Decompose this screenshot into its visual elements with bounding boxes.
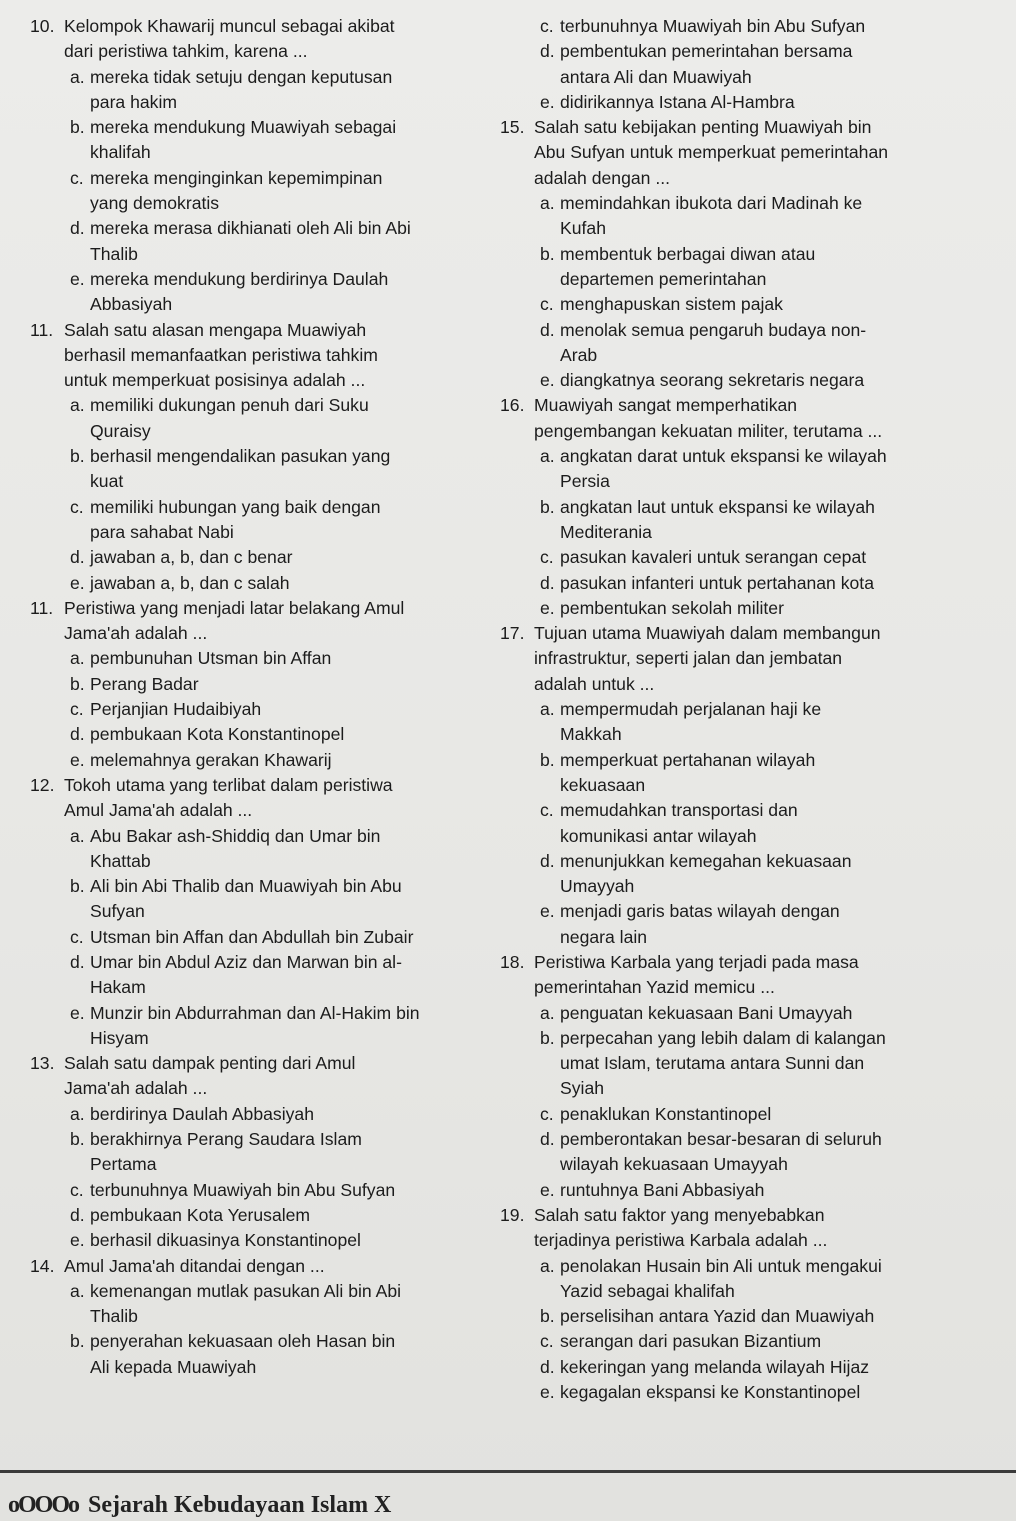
option-text-line: Mediterania (560, 521, 652, 542)
question-stem (500, 621, 970, 697)
footer-ornament: oOOOo (8, 1492, 79, 1518)
option-letter: b. (70, 446, 85, 467)
option-text-line: pembukaan Kota Yerusalem (90, 1204, 311, 1225)
answer-option (70, 697, 500, 722)
option-text-line: penguatan kekuasaan Bani Umayyah (560, 1002, 853, 1023)
answer-option (540, 748, 970, 799)
answer-options (500, 1254, 970, 1406)
question-number: 10. (30, 16, 55, 36)
option-letter: e. (70, 268, 85, 289)
option-text-line: berhasil dikuasinya Konstantinopel (90, 1230, 361, 1251)
answer-option (540, 1329, 970, 1354)
option-text-line: runtuhnya Bani Abbasiyah (560, 1179, 765, 1200)
option-text-line: terbunuhnya Muawiyah bin Abu Sufyan (90, 1179, 396, 1200)
question-number: 18. (500, 951, 525, 972)
option-text-line: Perang Badar (90, 673, 199, 694)
option-letter: d. (540, 1129, 555, 1150)
option-letter: e. (540, 370, 555, 391)
answer-option (70, 1228, 500, 1253)
answer-option (70, 571, 500, 596)
answer-option (540, 292, 970, 317)
option-letter: a. (70, 648, 85, 669)
option-text-line: Hakam (90, 977, 146, 998)
option-letter: b. (540, 243, 555, 264)
question-item (500, 14, 970, 115)
option-text-line: pemberontakan besar-besaran di seluruh (560, 1129, 882, 1150)
option-letter: e. (540, 1179, 555, 1200)
option-text-line: melemahnya gerakan Khawarij (90, 749, 332, 770)
answer-option (540, 697, 970, 748)
option-text-line: pembunuhan Utsman bin Affan (90, 648, 332, 669)
option-letter: c. (70, 926, 84, 947)
answer-option (540, 1355, 970, 1380)
option-letter: c. (540, 800, 554, 821)
option-text-line: Kufah (560, 218, 606, 239)
option-letter: b. (70, 117, 85, 138)
answer-option (70, 748, 500, 773)
answer-option (70, 672, 500, 697)
question-stem-line: pemerintahan Yazid memicu ... (534, 977, 775, 998)
option-letter: d. (70, 951, 85, 972)
option-text-line: mereka mendukung Muawiyah sebagai (90, 117, 397, 138)
option-letter: a. (70, 395, 85, 416)
answer-options (500, 697, 970, 950)
answer-option (70, 267, 500, 318)
option-text-line: diangkatnya seorang sekretaris negara (560, 370, 865, 391)
option-letter: a. (540, 1255, 555, 1276)
option-text-line: kuat (90, 471, 124, 492)
option-text-line: mereka tidak setuju dengan keputusan (90, 66, 393, 87)
option-text-line: pasukan infanteri untuk pertahanan kota (560, 572, 874, 593)
answer-option (70, 950, 500, 1001)
question-item (30, 596, 500, 773)
answer-option (540, 571, 970, 596)
answer-options (500, 444, 970, 621)
option-text-line: umat Islam, terutama antara Sunni dan (560, 1053, 865, 1074)
question-stem-line: terjadinya peristiwa Karbala adalah ... (534, 1230, 828, 1251)
option-letter: e. (540, 597, 555, 618)
answer-option (70, 824, 500, 875)
option-letter: a. (70, 1280, 85, 1301)
option-text-line: berdirinya Daulah Abbasiyah (90, 1103, 314, 1124)
question-stem-line: berhasil memanfaatkan peristiwa tahkim (64, 344, 378, 365)
option-text-line: Hisyam (90, 1027, 149, 1048)
option-text-line: pembukaan Kota Konstantinopel (90, 724, 345, 745)
option-letter: c. (540, 1103, 554, 1124)
answer-options (30, 824, 500, 1052)
option-letter: b. (540, 1027, 555, 1048)
option-text-line: Yazid sebagai khalifah (560, 1280, 735, 1301)
option-text-line: Munzir bin Abdurrahman dan Al-Hakim bin (90, 1002, 420, 1023)
answer-option (70, 545, 500, 570)
answer-option (540, 318, 970, 369)
option-text-line: kegagalan ekspansi ke Konstantinopel (560, 1382, 861, 1403)
option-letter: c. (540, 294, 554, 315)
option-letter: a. (540, 193, 555, 214)
answer-option (540, 798, 970, 849)
question-stem-line: Salah satu alasan mengapa Muawiyah (64, 319, 367, 340)
option-letter: d. (540, 319, 555, 340)
answer-option (540, 1304, 970, 1329)
option-text-line: didirikannya Istana Al-Hambra (560, 91, 795, 112)
answer-option (540, 1127, 970, 1178)
option-letter: a. (70, 66, 85, 87)
option-letter: e. (70, 1002, 85, 1023)
question-stem (30, 1254, 500, 1279)
option-letter: c. (70, 496, 84, 517)
option-letter: a. (540, 1002, 555, 1023)
option-letter: e. (70, 1230, 85, 1251)
option-letter: c. (70, 699, 84, 720)
option-letter: e. (70, 749, 85, 770)
option-text-line: pembentukan sekolah militer (560, 597, 784, 618)
footer-title: Sejarah Kebudayaan Islam X (88, 1492, 392, 1518)
option-text-line: memperkuat pertahanan wilayah (560, 749, 816, 770)
question-stem (500, 950, 970, 1001)
answer-option (540, 1001, 970, 1026)
question-stem-line: infrastruktur, seperti jalan dan jembatan (534, 648, 843, 669)
left-column (30, 14, 500, 1380)
option-text-line: departemen pemerintahan (560, 268, 767, 289)
question-stem (30, 14, 500, 65)
answer-option (540, 1380, 970, 1405)
question-stem-line: Tujuan utama Muawiyah dalam membangun (534, 623, 881, 644)
option-letter: b. (70, 1129, 85, 1150)
option-text-line: menolak semua pengaruh budaya non- (560, 319, 867, 340)
answer-option (540, 849, 970, 900)
question-stem-line: Salah satu faktor yang menyebabkan (534, 1204, 825, 1225)
question-number: 11. (30, 597, 54, 618)
answer-option (540, 14, 970, 39)
question-stem (500, 1203, 970, 1254)
option-text-line: angkatan laut untuk ekspansi ke wilayah (560, 496, 875, 517)
answer-option (70, 1329, 500, 1380)
answer-option (70, 1279, 500, 1330)
option-letter: a. (540, 699, 555, 720)
option-text-line: Sufyan (90, 901, 145, 922)
answer-option (70, 874, 500, 925)
answer-options (30, 65, 500, 318)
question-stem-line: dari peristiwa tahkim, karena ... (64, 41, 308, 62)
answer-option (70, 1178, 500, 1203)
option-letter: d. (540, 41, 555, 62)
option-letter: d. (540, 850, 555, 871)
answer-option (70, 115, 500, 166)
option-text-line: memudahkan transportasi dan (560, 800, 798, 821)
option-text-line: mempermudah perjalanan haji ke (560, 699, 822, 720)
question-stem (30, 1051, 500, 1102)
answer-option (540, 368, 970, 393)
option-text-line: wilayah kekuasaan Umayyah (560, 1154, 788, 1175)
option-text-line: Arab (560, 344, 598, 365)
answer-options (500, 191, 970, 393)
page-footer (8, 1492, 1008, 1519)
option-text-line: Umayyah (560, 876, 635, 897)
option-text-line: Syiah (560, 1078, 605, 1099)
question-item (500, 115, 970, 393)
answer-option (70, 646, 500, 671)
option-text-line: jawaban a, b, dan c benar (90, 547, 293, 568)
question-number: 12. (30, 774, 55, 795)
option-letter: b. (540, 749, 555, 770)
answer-option (540, 899, 970, 950)
question-stem (500, 393, 970, 444)
option-text-line: menunjukkan kemegahan kekuasaan (560, 850, 852, 871)
option-letter: d. (70, 724, 85, 745)
question-stem (30, 318, 500, 394)
option-letter: d. (540, 1356, 555, 1377)
option-text-line: berhasil mengendalikan pasukan yang (90, 446, 391, 467)
question-item (30, 1051, 500, 1253)
option-text-line: penyerahan kekuasaan oleh Hasan bin (90, 1331, 396, 1352)
option-text-line: menghapuskan sistem pajak (560, 294, 783, 315)
option-letter: b. (70, 1331, 85, 1352)
question-stem-line: adalah dengan ... (534, 167, 670, 188)
question-stem-line: Peristiwa Karbala yang terjadi pada masa (534, 951, 859, 972)
option-letter: a. (70, 825, 85, 846)
option-text-line: Makkah (560, 724, 622, 745)
option-letter: b. (70, 673, 85, 694)
answer-options (30, 1102, 500, 1254)
option-text-line: kekuasaan (560, 774, 646, 795)
question-stem-line: Amul Jama'ah adalah ... (64, 800, 253, 821)
option-text-line: yang demokratis (90, 193, 220, 214)
question-number: 17. (500, 623, 525, 644)
option-text-line: angkatan darat untuk ekspansi ke wilayah (560, 446, 887, 467)
question-stem-line: untuk memperkuat posisinya adalah ... (64, 370, 366, 391)
option-text-line: Quraisy (90, 420, 151, 441)
answer-option (70, 1001, 500, 1052)
option-text-line: memiliki hubungan yang baik dengan (90, 496, 381, 517)
option-text-line: pasukan kavaleri untuk serangan cepat (560, 547, 867, 568)
option-text-line: Ali bin Abi Thalib dan Muawiyah bin Abu (90, 876, 402, 897)
option-text-line: menjadi garis batas wilayah dengan (560, 901, 840, 922)
answer-option (540, 191, 970, 242)
option-letter: d. (70, 218, 85, 239)
question-stem-line: pengembangan kekuatan militer, terutama ... (534, 420, 883, 441)
question-stem-line: Abu Sufyan untuk memperkuat pemerintahan (534, 142, 889, 163)
option-text-line: memindahkan ibukota dari Madinah ke (560, 193, 863, 214)
question-item (500, 393, 970, 621)
option-text-line: komunikasi antar wilayah (560, 825, 757, 846)
option-text-line: para sahabat Nabi (90, 521, 234, 542)
option-text-line: mereka mendukung berdirinya Daulah (90, 268, 389, 289)
answer-option (70, 495, 500, 546)
answer-option (540, 242, 970, 293)
option-letter: b. (70, 876, 85, 897)
question-number: 15. (500, 117, 525, 138)
option-text-line: perpecahan yang lebih dalam di kalangan (560, 1027, 886, 1048)
answer-option (540, 444, 970, 495)
option-letter: d. (540, 572, 555, 593)
question-stem (30, 596, 500, 647)
option-text-line: Ali kepada Muawiyah (90, 1356, 257, 1377)
question-stem-line: Salah satu kebijakan penting Muawiyah bin (534, 117, 872, 138)
answer-option (70, 1102, 500, 1127)
option-text-line: negara lain (560, 926, 648, 947)
answer-option (70, 1127, 500, 1178)
option-text-line: para hakim (90, 91, 178, 112)
answer-option (70, 166, 500, 217)
question-stem (500, 115, 970, 191)
option-text-line: Utsman bin Affan dan Abdullah bin Zubair (90, 926, 414, 947)
question-stem-line: Jama'ah adalah ... (64, 623, 208, 644)
answer-option (540, 495, 970, 546)
answer-option (540, 1026, 970, 1102)
option-text-line: Khattab (90, 850, 151, 871)
question-stem-line: Amul Jama'ah ditandai dengan ... (64, 1255, 325, 1276)
question-stem-line: Jama'ah adalah ... (64, 1078, 208, 1099)
answer-option (540, 596, 970, 621)
option-text-line: mereka merasa dikhianati oleh Ali bin Abi (90, 218, 411, 239)
option-text-line: Perjanjian Hudaibiyah (90, 699, 262, 720)
option-text-line: penaklukan Konstantinopel (560, 1103, 772, 1124)
option-text-line: Pertama (90, 1154, 157, 1175)
question-number: 11. (30, 319, 54, 340)
option-letter: d. (70, 547, 85, 568)
option-letter: c. (70, 1179, 84, 1200)
option-letter: e. (540, 1382, 555, 1403)
question-item (500, 621, 970, 950)
option-letter: e. (540, 91, 555, 112)
question-item (30, 773, 500, 1051)
option-letter: d. (70, 1204, 85, 1225)
footer-divider (0, 1470, 1016, 1473)
option-text-line: Thalib (90, 243, 138, 264)
right-column (500, 14, 970, 1405)
option-text-line: kemenangan mutlak pasukan Ali bin Abi (90, 1280, 402, 1301)
question-item (500, 1203, 970, 1405)
question-stem-line: Tokoh utama yang terlibat dalam peristiwa (64, 774, 393, 795)
option-letter: b. (540, 496, 555, 517)
option-letter: c. (540, 1331, 554, 1352)
option-text-line: memiliki dukungan penuh dari Suku (90, 395, 369, 416)
option-text-line: khalifah (90, 142, 151, 163)
option-text-line: terbunuhnya Muawiyah bin Abu Sufyan (560, 16, 866, 36)
answer-options (30, 1279, 500, 1380)
option-letter: e. (70, 572, 85, 593)
option-letter: c. (70, 167, 84, 188)
question-number: 14. (30, 1255, 55, 1276)
option-letter: b. (540, 1306, 555, 1327)
question-number: 13. (30, 1053, 55, 1074)
answer-option (70, 925, 500, 950)
question-stem (30, 773, 500, 824)
answer-options (500, 1001, 970, 1203)
answer-options (30, 646, 500, 772)
answer-option (70, 1203, 500, 1228)
option-text-line: antara Ali dan Muawiyah (560, 66, 752, 87)
option-text-line: Thalib (90, 1306, 138, 1327)
answer-options (30, 393, 500, 595)
answer-option (540, 90, 970, 115)
answer-option (70, 444, 500, 495)
option-text-line: mereka menginginkan kepemimpinan (90, 167, 383, 188)
option-text-line: membentuk berbagai diwan atau (560, 243, 816, 264)
option-text-line: pembentukan pemerintahan bersama (560, 41, 853, 62)
question-stem-line: Salah satu dampak penting dari Amul (64, 1053, 356, 1074)
option-letter: e. (540, 901, 555, 922)
option-letter: a. (540, 446, 555, 467)
option-text-line: Abbasiyah (90, 294, 173, 315)
answer-option (70, 393, 500, 444)
option-text-line: penolakan Husain bin Ali untuk mengakui (560, 1255, 882, 1276)
question-item (30, 318, 500, 596)
answer-option (70, 65, 500, 116)
answer-option (540, 1178, 970, 1203)
option-text-line: jawaban a, b, dan c salah (90, 572, 290, 593)
option-text-line: perselisihan antara Yazid dan Muawiyah (560, 1306, 875, 1327)
question-item (500, 950, 970, 1203)
answer-option (540, 1254, 970, 1305)
option-text-line: Abu Bakar ash-Shiddiq dan Umar bin (90, 825, 381, 846)
option-text-line: Umar bin Abdul Aziz dan Marwan bin al- (90, 951, 402, 972)
answer-option (70, 216, 500, 267)
option-text-line: berakhirnya Perang Saudara Islam (90, 1129, 362, 1150)
option-text-line: serangan dari pasukan Bizantium (560, 1331, 822, 1352)
answer-option (70, 722, 500, 747)
option-letter: a. (70, 1103, 85, 1124)
question-stem-line: adalah untuk ... (534, 673, 655, 694)
option-letter: c. (540, 16, 554, 36)
question-item (30, 14, 500, 318)
answer-option (540, 1102, 970, 1127)
option-letter: c. (540, 547, 554, 568)
answer-option (540, 39, 970, 90)
question-number: 16. (500, 395, 525, 416)
question-number: 19. (500, 1204, 525, 1225)
option-text-line: Persia (560, 471, 610, 492)
answer-options (500, 14, 970, 115)
question-stem-line: Kelompok Khawarij muncul sebagai akibat (64, 16, 395, 36)
question-stem-line: Peristiwa yang menjadi latar belakang Amul (64, 597, 405, 618)
option-text-line: kekeringan yang melanda wilayah Hijaz (560, 1356, 870, 1377)
question-item (30, 1254, 500, 1380)
answer-option (540, 545, 970, 570)
question-stem-line: Muawiyah sangat memperhatikan (534, 395, 798, 416)
